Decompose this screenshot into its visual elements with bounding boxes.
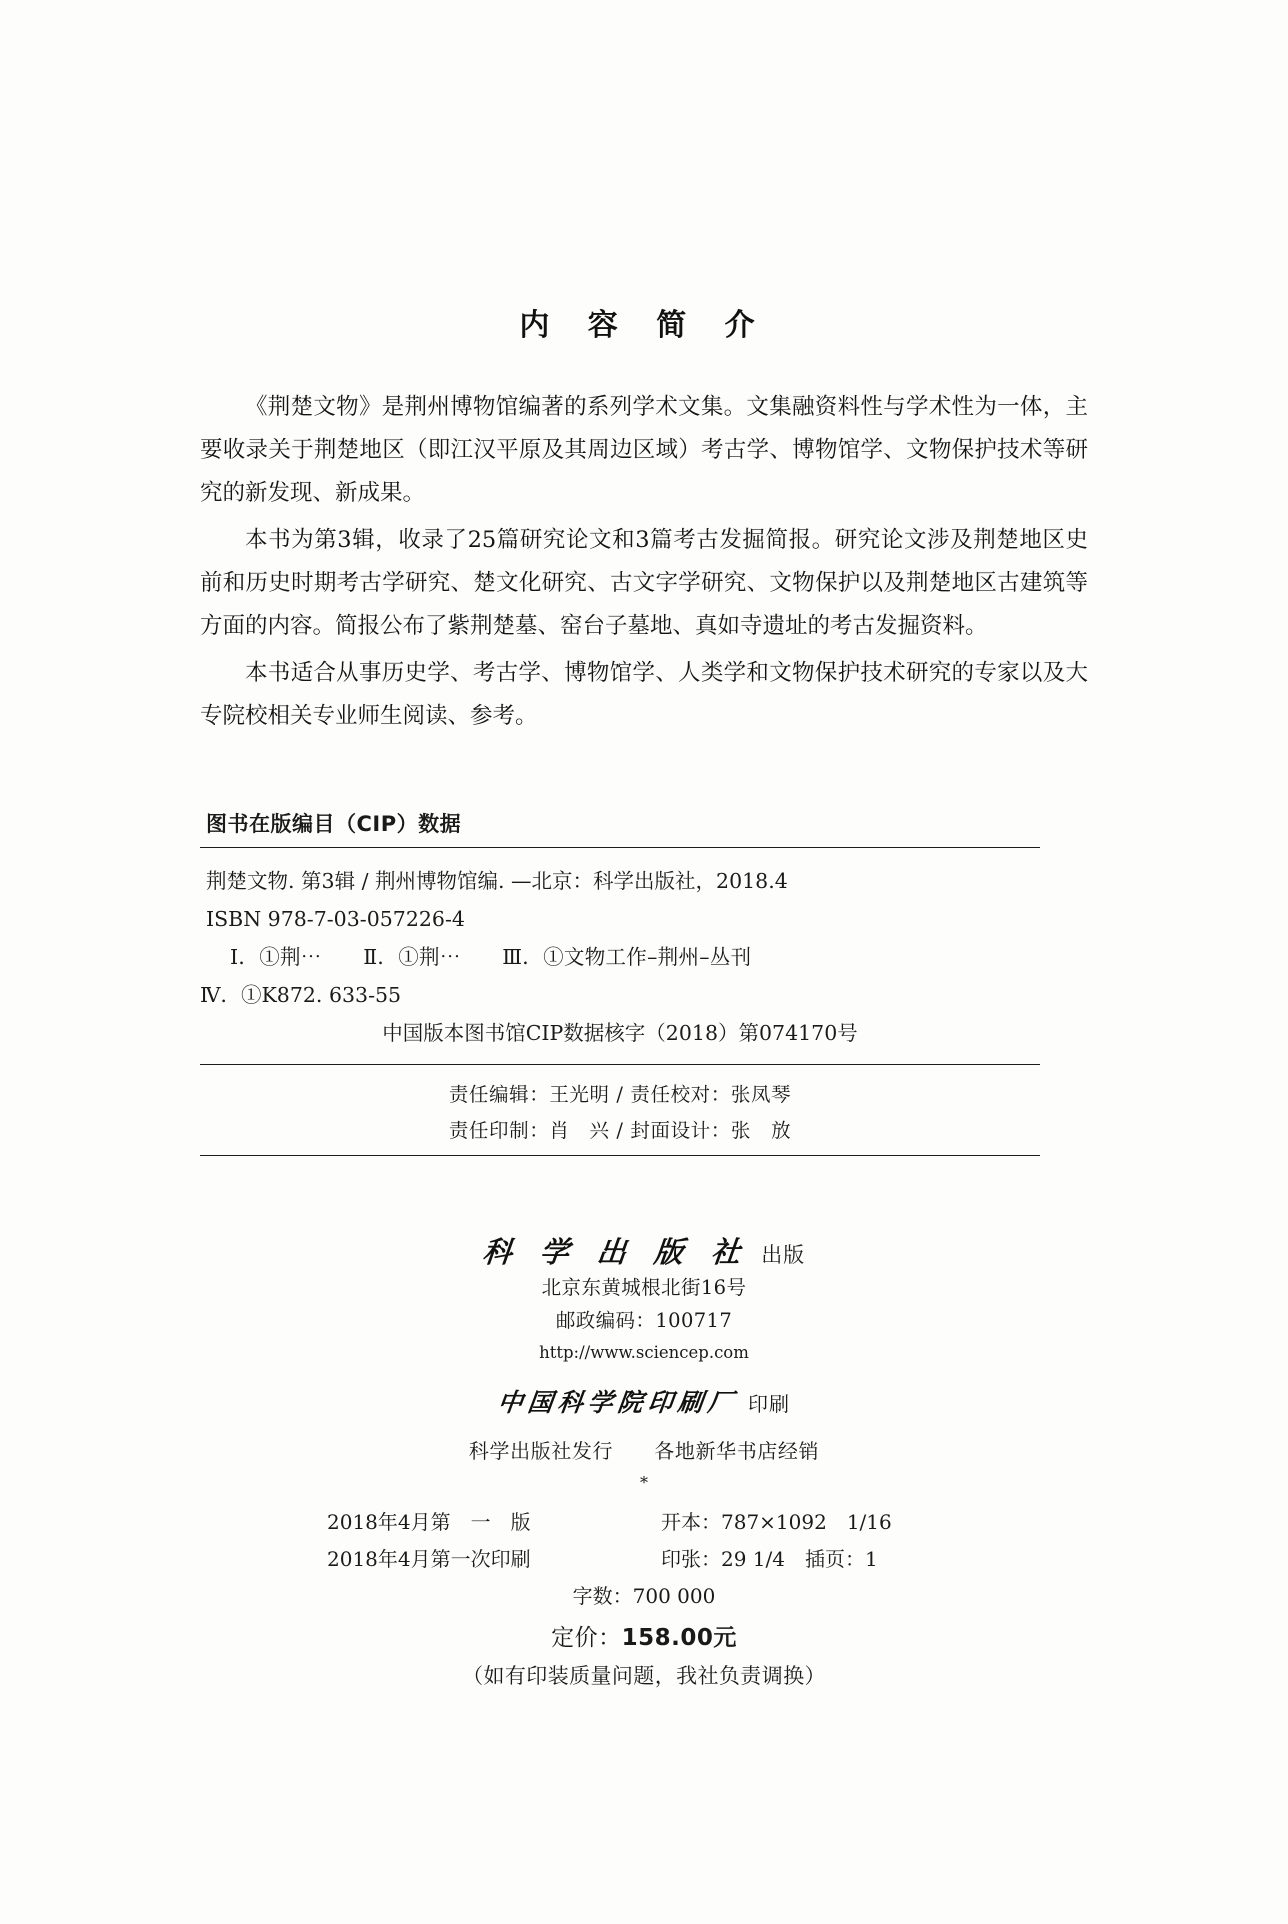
publisher-postcode: 邮政编码：100717: [555, 1309, 733, 1332]
imprint-sheets: 印张：29 1/4 插页：1: [661, 1547, 878, 1571]
publisher-address: 北京东黄城根北街16号: [541, 1276, 747, 1299]
cip-body: [200, 848, 1040, 1064]
credits-line-printing: 责任印制：肖 兴 / 封面设计：张 放: [448, 1119, 792, 1142]
page-title: 内 容 简 介: [519, 308, 769, 343]
cip-title: 图书在版编目（CIP）数据: [206, 812, 462, 836]
printer-row: [200, 1383, 1088, 1419]
cip-line-index-2: Ⅳ．①K872. 633-55: [200, 983, 402, 1007]
intro-paragraph-3: 本书适合从事历史学、考古学、博物馆学、人类学和文物保护技术研究的专家以及大专院校相关专业师生阅读、参考。: [200, 660, 1088, 729]
cip-line-isbn: ISBN 978-7-03-057226-4: [206, 907, 465, 931]
science-press-logo: 科 学 出 版 社: [480, 1235, 751, 1269]
imprint-block: [200, 1504, 1088, 1615]
page-content: [200, 0, 1088, 1924]
intro-paragraph-1: 《荆楚文物》是荆州博物馆编著的系列学术文集。文集融资料性与学术性为一体，主要收录关于荆楚地区（即江汉平原及其周边区域）考古学、博物馆学、文物保护技术等研究的新发现、新成果。: [200, 394, 1088, 506]
intro-block: [200, 386, 1088, 738]
imprint-edition-date: 2018年4月第 一 版: [327, 1510, 531, 1534]
distribution-line: 科学出版社发行 各地新华书店经销: [468, 1439, 820, 1463]
imprint-row-printing: [200, 1541, 1088, 1578]
credits-line-editor: 责任编辑：王光明 / 责任校对：张凤琴: [448, 1083, 792, 1106]
intro-paragraph-2: 本书为第3辑，收录了25篇研究论文和3篇考古发掘简报。研究论文涉及荆楚地区史前和历史时期考古学研究、楚文化研究、古文字学研究、文物保护以及荆楚地区古建筑等方面的内容。简报公布了紫荆楚墓、窑台子墓地、真如寺遗址的考古发掘资料。: [200, 527, 1088, 639]
publisher-website-link[interactable]: http://www.sciencep.com: [539, 1343, 749, 1362]
imprint-wordcount: 字数：700 000: [572, 1584, 716, 1608]
price-label: 定价：: [551, 1625, 622, 1651]
cip-line-citation: 荆楚文物. 第3辑 / 荆州博物馆编. —北京：科学出版社，2018.4: [206, 869, 788, 893]
cip-rule-bottom: [200, 1155, 1040, 1156]
publisher-logo-row: [200, 1230, 1088, 1271]
printer-logo-suffix: 印刷: [748, 1392, 790, 1416]
price-value: 158.00元: [621, 1625, 737, 1651]
publisher-block: [200, 1230, 1088, 1690]
cip-block: [200, 808, 1040, 1156]
cip-line-verify: 中国版本图书馆CIP数据核字（2018）第074170号: [382, 1021, 858, 1045]
separator-asterisk: *: [640, 1473, 648, 1492]
publisher-logo-suffix: 出版: [761, 1243, 806, 1267]
printer-logo: 中国科学院印刷厂: [496, 1388, 740, 1417]
quality-note: （如有印装质量问题，我社负责调换）: [462, 1664, 826, 1688]
imprint-format: 开本：787×1092 1/16: [661, 1510, 892, 1534]
imprint-row-edition: [200, 1504, 1088, 1541]
cip-line-index-1: Ⅰ．①荆⋯ Ⅱ．①荆⋯ Ⅲ．①文物工作–荆州–丛刊: [230, 945, 752, 969]
imprint-print-date: 2018年4月第一次印刷: [327, 1547, 531, 1571]
price-line: [200, 1619, 1088, 1652]
credits-block: [200, 1065, 1040, 1155]
